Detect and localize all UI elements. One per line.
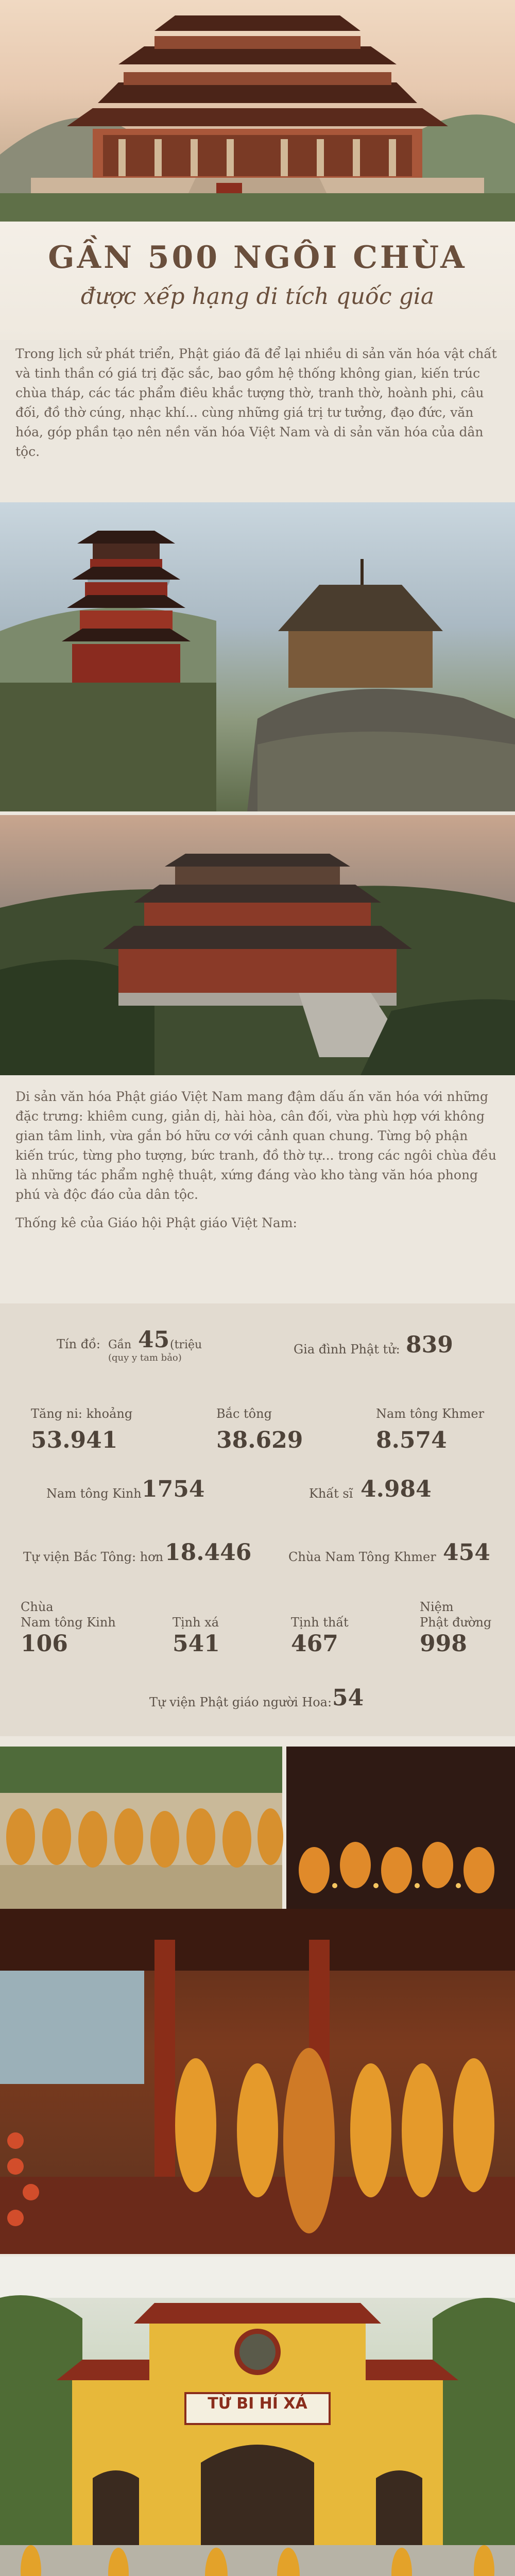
body-paragraph: Di sản văn hóa Phật giáo Việt Nam mang đậm dấu ấn văn hóa với những đặc trưng: khiêm cung, giản dị, hài hòa, cân đối, vừa phù hợp với không gian tâm linh, vừa gắn bó hữu cơ với cảnh quan chung. Từng bộ phận kiến trúc, từng pho tượng, bức tranh, đồ thờ tự... trong các ngôi chùa đều là những tác phẩm nghệ thuật, xứng đáng vào kho tàng văn hóa phong phú và độc đáo của dân tộc. xyxy=(15,1089,497,1202)
stat-gia-dinh-value: 839 xyxy=(406,1332,453,1358)
tower-illustration xyxy=(0,502,515,811)
ceremony-photos-row xyxy=(0,1747,515,1909)
stat-tinh-that-value: 467 xyxy=(291,1631,338,1657)
stat-nam-tong-kinh-label: Nam tông Kinh xyxy=(46,1486,142,1501)
aerial-pagoda-illustration xyxy=(0,815,515,1075)
ceremony-illustration xyxy=(0,1747,515,1909)
page-title: GẦN 500 NGÔI CHÙA xyxy=(48,240,467,276)
stat-khat-si-label: Khất sĩ xyxy=(309,1486,353,1501)
stat-tinh-xa-label: Tịnh xá xyxy=(173,1615,219,1630)
gate-sign: TỪ BI HỈ XẢ xyxy=(208,2395,307,2413)
stat-bac-tong-label: Bắc tông xyxy=(216,1406,272,1421)
intro-paragraph: Trong lịch sử phát triển, Phật giáo đã để lại nhiều di sản văn hóa vật chất và tinh thần có giá trị đặc sắc, bao gồm hệ thống không gian, kiến trúc chùa tháp, các tác phẩm điêu khắc tượng thờ, tranh thờ, hoành phi, câu đối, đồ thờ cúng, nhạc khí... cùng những giá trị tư tưởng, đạo đức, văn hóa, góp phần tạo nên nền văn hóa Việt Nam và di sản văn hóa của dân tộc. xyxy=(15,346,497,459)
aerial-pagoda-photo xyxy=(0,815,515,1075)
stat-chua-nam-tong-kinh-value: 106 xyxy=(21,1631,68,1657)
stat-nam-tong-kinh-value: 1754 xyxy=(142,1476,205,1502)
stat-tin-do-value: 45 xyxy=(138,1327,170,1353)
stat-khat-si-value: 4.984 xyxy=(360,1476,432,1502)
stat-chua-nam-tong-khmer-value: 454 xyxy=(443,1539,490,1566)
stat-tin-do-label: Tín đồ: xyxy=(57,1337,100,1351)
stat-tu-vien-bac-tong-label: Tự viện Bắc Tông: hơn xyxy=(23,1550,164,1564)
hall-illustration xyxy=(0,1909,515,2254)
stat-tu-vien-hoa-value: 54 xyxy=(332,1685,364,1711)
stat-tin-do-unit2: (quy y tam bảo) xyxy=(108,1352,182,1363)
stat-niem-phat-duong-value: 998 xyxy=(420,1631,467,1657)
gate-illustration xyxy=(0,2257,515,2576)
stat-tinh-xa-value: 541 xyxy=(173,1631,220,1657)
tower-temples-photo xyxy=(0,502,515,811)
stat-gia-dinh-label: Gia đình Phật tử: xyxy=(294,1342,400,1357)
stat-chua-nam-tong-kinh-label2: Nam tông Kinh xyxy=(21,1615,116,1630)
hall-ceremony-photo xyxy=(0,1909,515,2254)
stat-chua-nam-tong-khmer-label: Chùa Nam Tông Khmer xyxy=(288,1550,436,1564)
page-subtitle: được xếp hạng di tích quốc gia xyxy=(80,283,435,310)
stat-tu-vien-hoa-label: Tự viện Phật giáo người Hoa: xyxy=(149,1695,332,1709)
stat-tin-do-prefix: Gần xyxy=(108,1338,132,1351)
stat-chua-nam-tong-kinh-label1: Chùa xyxy=(21,1600,54,1614)
stat-niem-phat-duong-label1: Niệm xyxy=(420,1600,454,1614)
temple-gate-photo xyxy=(0,2257,515,2576)
stat-tang-ni-label: Tăng ni: khoảng xyxy=(31,1406,133,1421)
stat-tin-do-unit: (triệu xyxy=(170,1338,202,1351)
stats-panel xyxy=(0,1303,515,1736)
stat-tang-ni-value: 53.941 xyxy=(31,1427,118,1453)
stat-tu-vien-bac-tong-value: 18.446 xyxy=(165,1539,252,1566)
stat-niem-phat-duong-label2: Phật đường xyxy=(420,1615,492,1630)
stat-nam-tong-khmer-value: 8.574 xyxy=(376,1427,447,1453)
stat-bac-tong-value: 38.629 xyxy=(216,1427,303,1453)
hero-pagoda-photo xyxy=(0,0,515,222)
stat-nam-tong-khmer-label: Nam tông Khmer xyxy=(376,1406,485,1421)
stat-tinh-that-label: Tịnh thất xyxy=(291,1615,349,1630)
pagoda-illustration xyxy=(0,0,515,222)
stats-intro: Thống kê của Giáo hội Phật giáo Việt Nam: xyxy=(15,1215,297,1230)
